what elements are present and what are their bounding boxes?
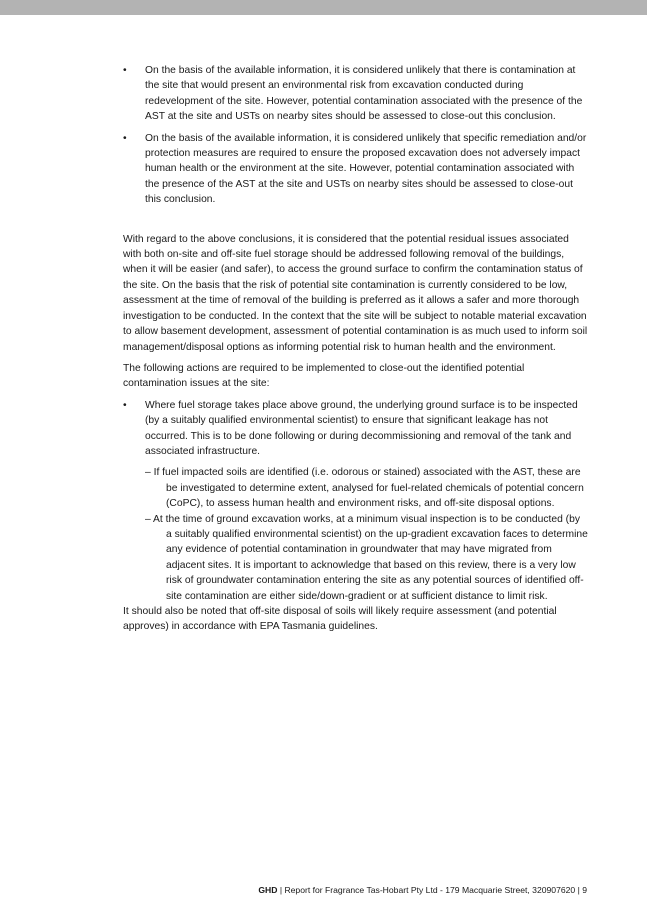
footer-text: | Report for Fragrance Tas-Hobart Pty Ltd - 179 Macquarie Street, 320907620 | 9	[277, 885, 587, 895]
bullet-icon: •	[123, 65, 127, 76]
top-bar	[0, 0, 647, 15]
paragraph: It should also be noted that off-site disposal of soils will likely require assessment (and potential approves) in accordance with EPA Tasmania guidelines.	[123, 606, 557, 633]
page-footer	[258, 885, 587, 895]
bullet-text: On the basis of the available information, it is considered unlikely that specific remediation and/or protection measures are required to ensure the proposed excavation does not adversely impact human health or the environment at the site. However, potential contamination associated with the presence of the AST at the site and USTs on nearby sites should be assessed to close-out this conclusion.	[145, 132, 587, 206]
paragraph: With regard to the above conclusions, it is considered that the potential residual issues associated with both on-site and off-site fuel storage should be addressed following removal of the buildings, when it will be easier (and safer), to access the ground surface to confirm the contamination status of the site. On the basis that the risk of potential site contamination is currently considered to be low, assessment at the time of removal of the building is preferred as it allows a safer and more thorough investigation to be conducted. In the context that the site will be subject to notable material excavation to allow basement development, assessment of potential contamination is as much used to inform soil management/disposal options as informing potential risk to human health and the environment.	[123, 233, 588, 353]
sub-item: – At the time of ground excavation works, at a minimum visual inspection is to be conducted (by a suitably qualified environmental scientist) on the up-gradient excavation faces to determine any evidence of potential contamination in groundwater that may have migrated from adjacent sites. It is important to acknowledge that based on this review, there is a very low risk of groundwater contamination entering the site as any potential sources of identified off-site contamination are either side/down-gradient or at sufficient distance to limit risk.	[145, 513, 588, 602]
bullet-text: On the basis of the available information, it is considered unlikely that there is contamination at the site that would present an environmental risk from excavation conducted during redevelopment of the site. However, potential contamination associated with the presence of the AST at the site and USTs on nearby sites should be assessed to close-out this conclusion.	[145, 65, 583, 123]
document-body	[123, 63, 588, 635]
footer-brand: GHD	[258, 885, 278, 895]
bullet-icon: •	[123, 132, 127, 144]
bullet-item	[123, 131, 588, 208]
bullet-text: Where fuel storage takes place above ground, the underlying ground surface is to be inspected (by a suitably qualified environmental scientist) to ensure that significant leakage has not occurred. This is to be done following or during decommissioning and removal of the tank and associated infrastructure.	[145, 399, 578, 457]
bullet-item	[123, 398, 588, 460]
bullet-item	[123, 63, 588, 125]
sub-item: – If fuel impacted soils are identified (i.e. odorous or stained) associated with the AST, these are be investigated to determine extent, analysed for fuel-related chemicals of potential concern (CoPC), to assess human health and environment risks, and off-site disposal options.	[145, 467, 584, 510]
paragraph: The following actions are required to be implemented to close-out the identified potential contamination issues at the site:	[123, 362, 525, 390]
bullet-icon: •	[123, 399, 127, 411]
